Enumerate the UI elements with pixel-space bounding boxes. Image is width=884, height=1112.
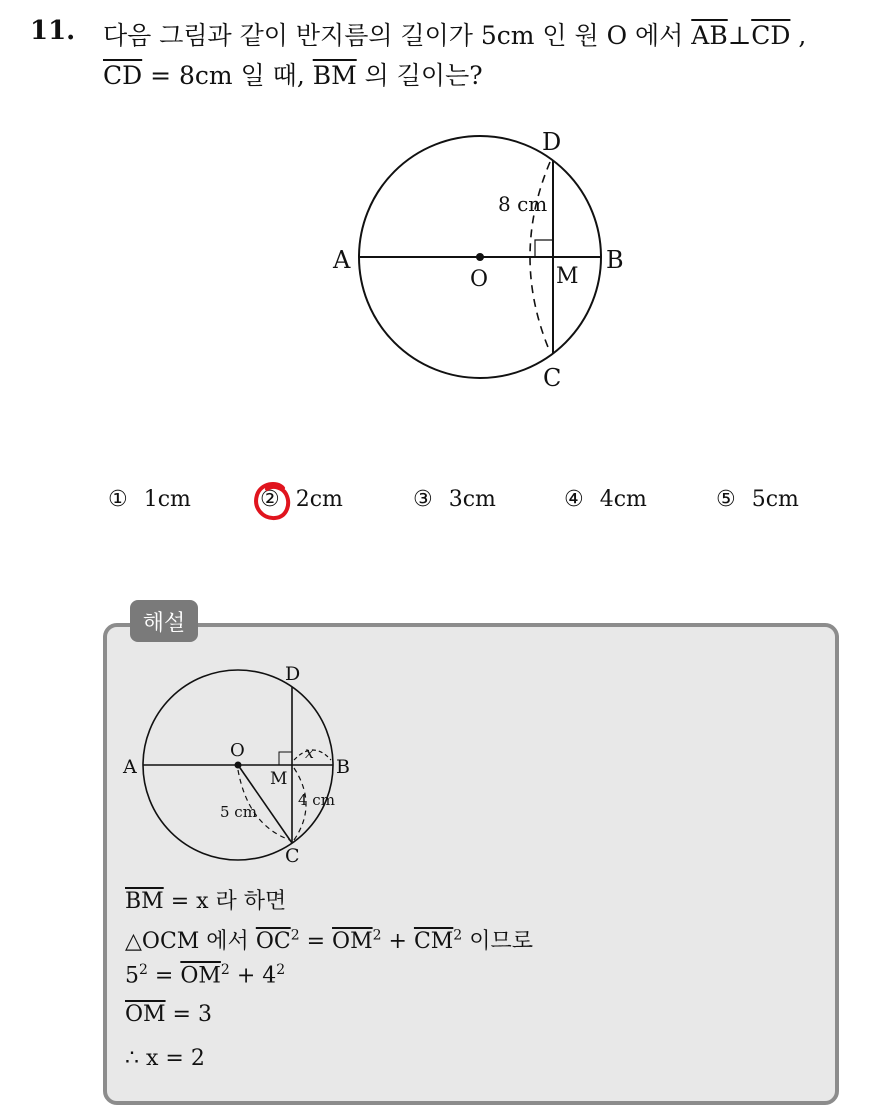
solution-text: 이므로 xyxy=(462,929,533,954)
segment-cm: $\overline{CM}$ xyxy=(413,929,454,954)
plus: + xyxy=(381,929,414,954)
sol-right-angle-mark xyxy=(279,752,292,765)
solution-line-1 xyxy=(125,884,286,915)
solution-line-2 xyxy=(125,924,533,955)
segment-oc: $\overline{OC}$ xyxy=(255,929,291,954)
choice-text: 2cm xyxy=(295,487,343,512)
question-end: 의 길이는? xyxy=(356,61,483,90)
exponent: 2 xyxy=(276,962,286,978)
label-m: M xyxy=(556,264,579,289)
segment-bm: $\overline{BM}$ xyxy=(312,61,357,90)
solution-text: = x 라 하면 xyxy=(163,889,287,914)
choice-4[interactable] xyxy=(564,487,647,512)
segment-cd-2: $\overline{CD}$ xyxy=(103,61,143,90)
segment-om: $\overline{OM}$ xyxy=(332,929,373,954)
sol-label-c: C xyxy=(285,845,300,867)
choice-1[interactable] xyxy=(108,487,191,512)
question-line-2 xyxy=(103,56,483,92)
question-figure xyxy=(320,120,650,400)
exponent: 2 xyxy=(453,927,463,944)
solution-text: △OCM 에서 xyxy=(125,929,256,954)
choice-text: 3cm xyxy=(448,487,496,512)
choice-text: 4cm xyxy=(599,487,647,512)
choice-number: ④ xyxy=(564,487,584,512)
solution-line-3 xyxy=(125,962,285,988)
solution-figure xyxy=(118,660,368,870)
right-angle-mark xyxy=(535,240,553,257)
question-number: 11. xyxy=(30,16,76,46)
question-line-1 xyxy=(103,16,806,52)
solution-tag: 해설 xyxy=(130,600,198,642)
choice-text: 1cm xyxy=(143,487,191,512)
sol-label-d: D xyxy=(285,663,301,685)
center-point xyxy=(476,253,484,261)
question-text: 다음 그림과 같이 반지름의 길이가 5cm 인 원 O 에서 xyxy=(103,21,692,50)
solution-text: = 3 xyxy=(165,1002,212,1027)
exponent: 2 xyxy=(372,927,382,944)
solution-line-4 xyxy=(125,1002,212,1027)
exponent: 2 xyxy=(139,962,148,978)
segment-om: $\overline{OM}$ xyxy=(125,1002,166,1027)
base: 5 xyxy=(125,963,139,989)
sol-half-chord-label: 4 cm xyxy=(298,791,335,809)
segment-bm: $\overline{BM}$ xyxy=(125,889,164,914)
sol-label-x: x xyxy=(305,743,315,762)
solution-line-5: ∴ x = 2 xyxy=(125,1046,205,1071)
plus-term: + 4 xyxy=(229,963,277,989)
perp-symbol: ⊥ xyxy=(727,21,752,50)
label-c: C xyxy=(543,364,562,392)
sol-label-b: B xyxy=(336,756,350,778)
choice-number: ② xyxy=(260,487,280,512)
choice-text: 5cm xyxy=(751,487,799,512)
label-o: O xyxy=(470,267,489,292)
length-label: 8 cm xyxy=(498,192,548,216)
question-text-2: = 8cm 일 때, xyxy=(142,61,313,90)
segment-om: $\overline{OM}$ xyxy=(180,963,221,989)
label-a: A xyxy=(333,246,351,274)
choice-number: ③ xyxy=(413,487,433,512)
sol-center-point xyxy=(235,762,242,769)
equals: = xyxy=(299,929,333,954)
answer-mark-icon xyxy=(249,478,299,526)
sol-radius-label: 5 cm xyxy=(220,803,257,821)
equals: = xyxy=(147,963,181,989)
choice-3[interactable] xyxy=(413,487,496,512)
comma: , xyxy=(790,21,807,50)
exponent: 2 xyxy=(290,927,300,944)
exponent: 2 xyxy=(220,962,230,978)
sol-label-o: O xyxy=(230,740,245,761)
label-d: D xyxy=(542,128,562,156)
choice-number: ① xyxy=(108,487,128,512)
label-b: B xyxy=(606,246,624,274)
choice-number: ⑤ xyxy=(716,487,736,512)
sol-label-m: M xyxy=(270,769,288,789)
sol-label-a: A xyxy=(123,756,137,778)
segment-cd: $\overline{CD}$ xyxy=(751,21,791,50)
segment-ab: $\overline{AB}$ xyxy=(691,21,728,50)
choice-5[interactable] xyxy=(716,487,799,512)
